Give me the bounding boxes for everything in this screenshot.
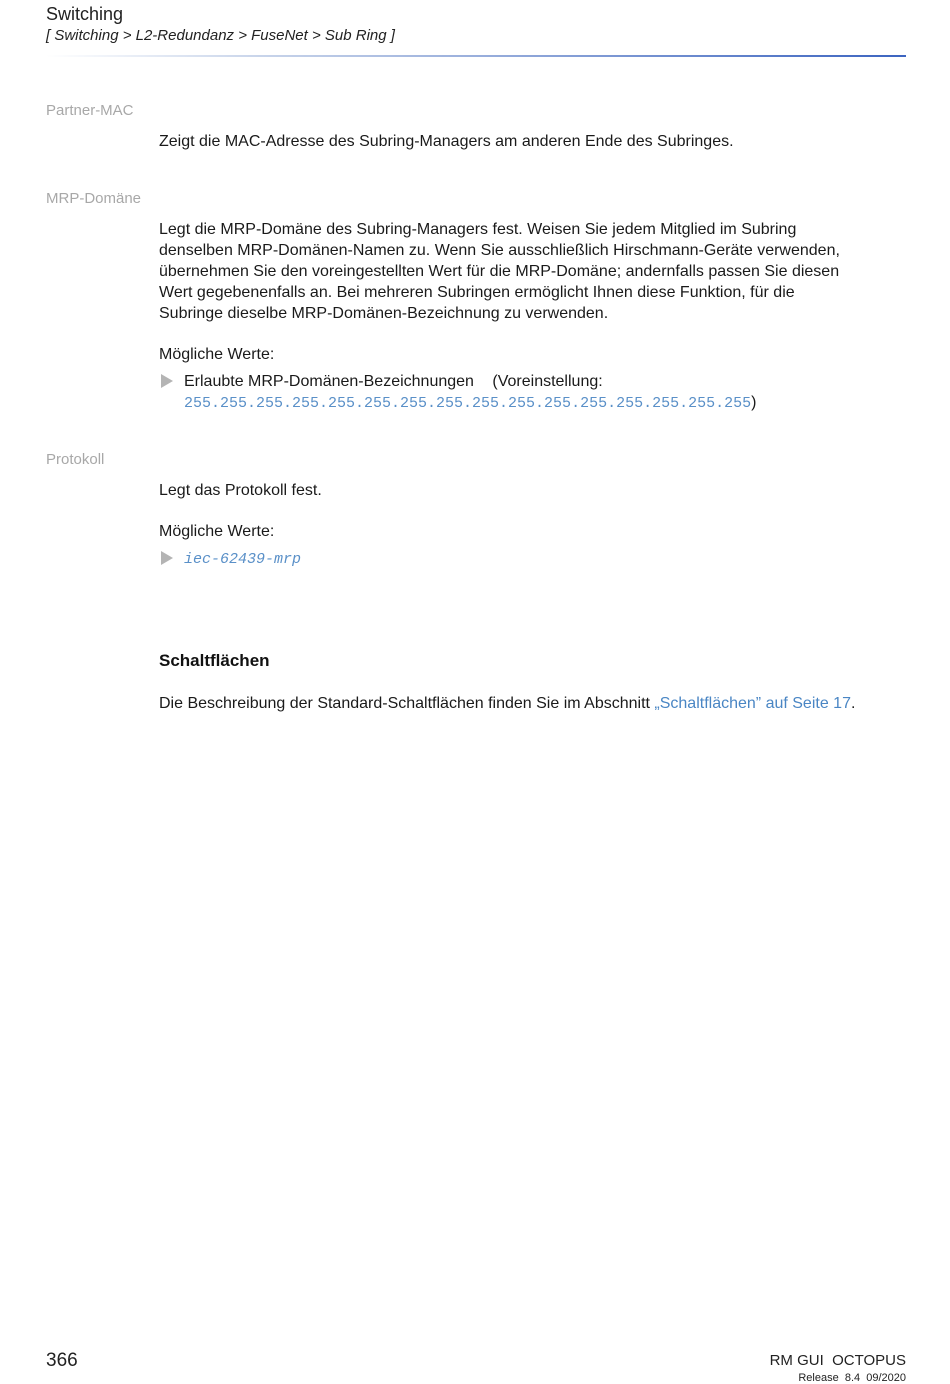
cross-reference-link[interactable]: „Schaltflächen” auf Seite 17 (654, 695, 851, 712)
value-item-label: Erlaubte MRP-Domänen-Bezeichnungen (184, 373, 474, 390)
breadcrumb: [ Switching > L2-Redundanz > FuseNet > Sub Ring ] (46, 27, 395, 44)
param-description-partner-mac: Zeigt die MAC-Adresse des Subring-Managers am anderen Ende des Subringes. (159, 133, 734, 150)
default-suffix: ) (751, 394, 757, 411)
description-line: Wert gegebenenfalls an. Bei mehreren Subringen ermöglicht Ihnen diese Funktion, für die (159, 284, 795, 301)
description-line: übernehmen Sie den voreingestellten Wert für die MRP-Domäne; andernfalls passen Sie diesen (159, 263, 840, 280)
protocol-value: iec-62439-mrp (184, 551, 302, 568)
description-line: denselben MRP-Domänen-Namen zu. Wenn Sie ausschließlich Hirschmann-Geräte verwenden, (159, 242, 840, 259)
bullet-arrow-icon (161, 551, 173, 565)
param-description-mrp-domain (159, 219, 840, 324)
default-prefix: (Voreinstellung: (492, 373, 603, 390)
chapter-title: Switching (46, 4, 124, 24)
section-heading-buttons: Schaltflächen (159, 651, 270, 670)
buttons-text-end: . (850, 695, 856, 712)
buttons-text: Die Beschreibung der Standard-Schaltflächen finden Sie im Abschnitt (159, 695, 655, 712)
possible-values-label: Mögliche Werte: (159, 346, 275, 363)
header-divider (46, 55, 906, 57)
param-name-partner-mac: Partner-MAC (46, 102, 134, 119)
default-value: 255.255.255.255.255.255.255.255.255.255.255.255.255.255.255.255 (184, 395, 752, 412)
param-description-protocol: Legt das Protokoll fest. (159, 482, 322, 499)
footer-product: RM GUI OCTOPUS (769, 1352, 906, 1369)
description-line: Subringe dieselbe MRP-Domänen-Bezeichnung zu verwenden. (159, 305, 609, 322)
footer-release: Release 8.4 09/2020 (798, 1372, 906, 1384)
param-name-protocol: Protokoll (46, 451, 105, 468)
possible-values-label-protocol: Mögliche Werte: (159, 523, 275, 540)
value-item-protocol (184, 548, 301, 570)
value-item-mrp-domain (184, 371, 756, 414)
description-line: Legt die MRP-Domäne des Subring-Managers fest. Weisen Sie jedem Mitglied im Subring (159, 221, 797, 238)
param-name-mrp-domain: MRP-Domäne (46, 190, 142, 207)
buttons-description (159, 693, 855, 714)
bullet-arrow-icon (161, 374, 173, 388)
page-number: 366 (46, 1350, 78, 1371)
